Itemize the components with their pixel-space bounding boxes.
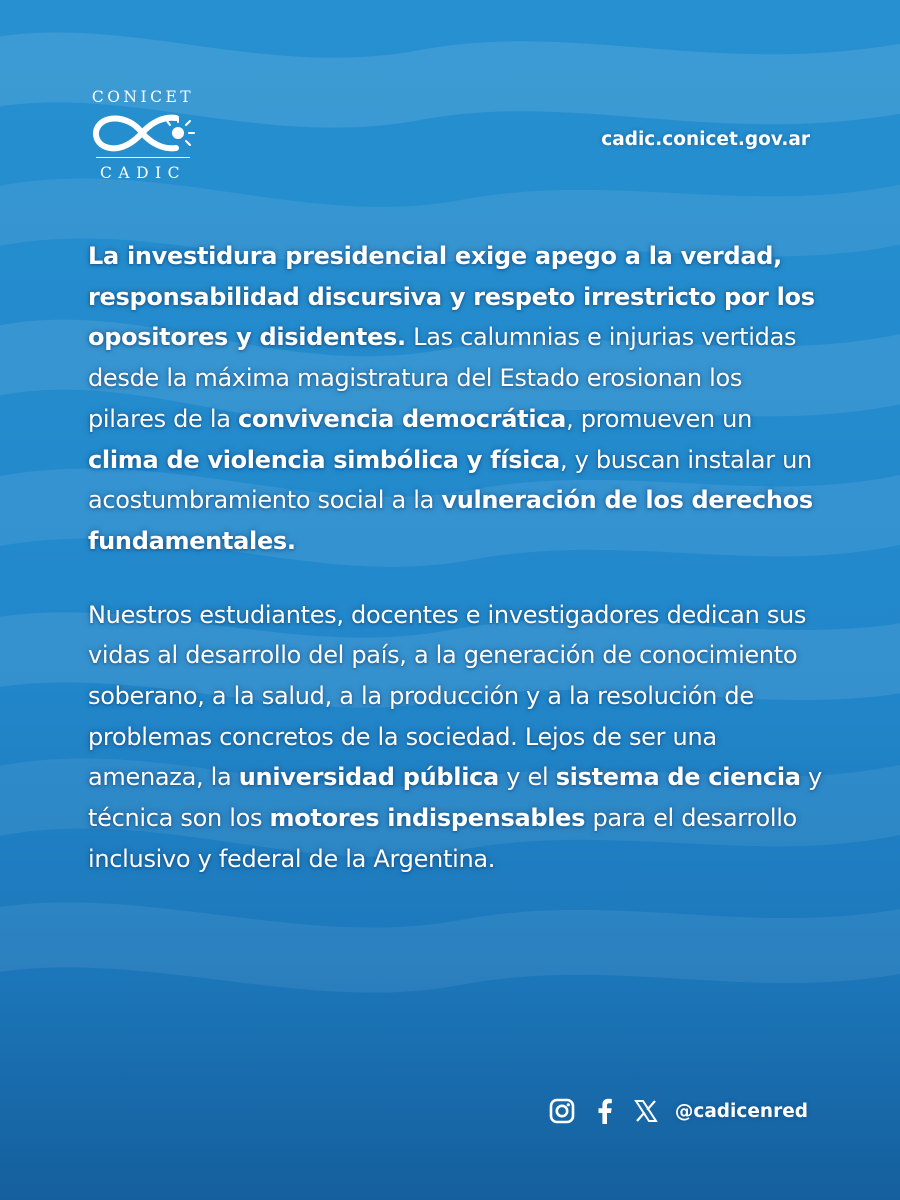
social-bar (547, 1093, 808, 1129)
text-run: vulneración de los derechos fundamentales. (88, 486, 813, 555)
logo-divider (96, 157, 190, 158)
x-icon[interactable] (631, 1096, 661, 1126)
text-run: , y buscan instalar un acostumbramiento social a la (88, 445, 812, 515)
text-run: sistema de ciencia (555, 763, 801, 792)
website-link[interactable]: cadic.conicet.gov.ar (601, 129, 810, 150)
instagram-icon[interactable] (547, 1096, 577, 1126)
text-run: clima de violencia simbólica y física (88, 445, 560, 474)
text-run: convivencia democrática (237, 404, 567, 433)
text-run: La investidura presidencial exige apego a la verdad, responsabilidad discursiva y respeto irrestricto por los opositores y disidentes. (88, 242, 815, 352)
paragraph-1 (88, 236, 823, 562)
infinity-sun-icon (92, 110, 196, 156)
facebook-icon[interactable] (589, 1096, 619, 1126)
logo-bottom-text: CADIC (100, 164, 186, 182)
text-run: , promueven un (566, 404, 752, 433)
logo-top-text: CONICET (91, 88, 195, 106)
statement-text (88, 236, 823, 880)
text-run: y técnica son los (88, 763, 822, 833)
text-run: Nuestros estudiantes, docentes e investigadores dedican sus vidas al desarrollo del país, a la generación de conocimiento soberano, a la salud, a la producción y a la resolución de problemas concretos de la sociedad. Lejos de ser una amenaza, la (88, 600, 807, 792)
text-run: Las calumnias e injurias vertidas desde la máxima magistratura del Estado erosionan los pilares de la (88, 323, 797, 433)
text-run: para el desarrollo inclusivo y federal de la Argentina. (88, 804, 797, 873)
social-handle[interactable]: @cadicenred (674, 1100, 808, 1122)
text-run: motores indispensables (269, 804, 586, 833)
paragraph-2 (88, 595, 823, 880)
text-run: y el (498, 763, 556, 792)
cadic-logo (88, 88, 198, 188)
text-run: universidad pública (238, 763, 499, 792)
